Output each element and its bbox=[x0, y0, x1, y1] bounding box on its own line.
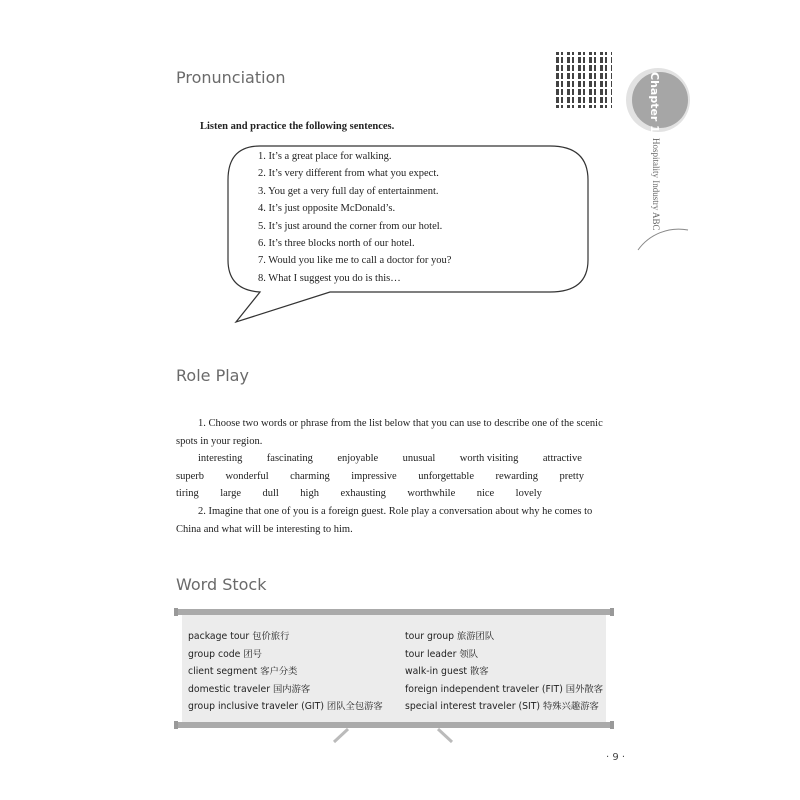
vocabulary-word: superb bbox=[176, 470, 204, 482]
practice-sentence: 5. It’s just around the corner from our hotel. bbox=[258, 220, 443, 232]
word-stock-term: walk-in guest 散客 bbox=[405, 666, 489, 677]
vocabulary-word: tiring bbox=[176, 488, 199, 500]
task-1: 1. Choose two words or phrase from the list below that you can use to describe one of the scenic spots in your region. bbox=[176, 418, 603, 447]
book-subtitle: Hospitality Industry ABC bbox=[651, 138, 661, 231]
practice-sentence: 7. Would you like me to call a doctor for you? bbox=[258, 255, 452, 267]
practice-sentence: 8. What I suggest you do is this… bbox=[258, 272, 401, 284]
role-play-heading: Role Play bbox=[176, 366, 249, 385]
vocabulary-word: fascinating bbox=[266, 453, 313, 465]
vocabulary-word: charming bbox=[290, 470, 330, 482]
vocabulary-word: interesting bbox=[198, 453, 243, 465]
word-list-row bbox=[176, 450, 612, 468]
word-stock-term: group inclusive traveler (GIT) 团队全包游客 bbox=[188, 701, 383, 712]
vocabulary-word: exhausting bbox=[340, 488, 386, 500]
word-stock-term: domestic traveler 国内游客 bbox=[188, 683, 311, 695]
word-stock-term: group code 团号 bbox=[188, 648, 262, 660]
vocabulary-word: pretty bbox=[559, 470, 584, 482]
pronunciation-heading: Pronunciation bbox=[176, 68, 286, 87]
word-stock-term: special interest traveler (SIT) 特殊兴趣游客 bbox=[405, 701, 599, 712]
word-stock-heading: Word Stock bbox=[176, 575, 267, 594]
word-stock-term: client segment 客户分类 bbox=[188, 666, 298, 677]
task-2: 2. Imagine that one of you is a foreign guest. Role play a conversation about why he comes to China and what will be interesting to him. bbox=[176, 505, 593, 535]
practice-sentence: 6. It’s three blocks north of our hotel. bbox=[258, 238, 415, 249]
vocabulary-word: nice bbox=[476, 488, 495, 500]
vocabulary-word: worthwhile bbox=[407, 488, 456, 500]
vocabulary-word: unusual bbox=[402, 453, 436, 465]
word-stock-term: tour leader 领队 bbox=[405, 648, 478, 660]
vocabulary-word: lovely bbox=[515, 488, 542, 500]
page-number: · 9 · bbox=[606, 752, 626, 763]
vocabulary-word: enjoyable bbox=[337, 453, 379, 465]
vocabulary-word: high bbox=[300, 488, 319, 500]
practice-sentence: 3. You get a very full day of entertainment. bbox=[258, 185, 439, 197]
chapter-decoration bbox=[600, 40, 800, 280]
pronunciation-instruction: Listen and practice the following sentences. bbox=[200, 121, 395, 132]
page-number-value: 9 bbox=[612, 752, 619, 763]
vocabulary-word: rewarding bbox=[495, 470, 539, 482]
word-list-row bbox=[176, 468, 612, 486]
word-stock-term: foreign independent traveler (FIT) 国外散客 bbox=[405, 683, 603, 695]
vocabulary-word: wonderful bbox=[225, 470, 269, 482]
vocabulary-word: dull bbox=[262, 488, 279, 500]
practice-sentence: 4. It’s just opposite McDonald’s. bbox=[258, 203, 396, 215]
vocabulary-word: impressive bbox=[351, 470, 397, 482]
word-list-row bbox=[176, 485, 612, 503]
practice-sentence: 2. It’s very different from what you expect. bbox=[258, 168, 439, 180]
vocabulary-word: attractive bbox=[542, 453, 582, 465]
practice-sentence: 1. It’s a great place for walking. bbox=[258, 151, 392, 162]
word-stock-term: tour group 旅游团队 bbox=[405, 631, 495, 642]
word-stock-term: package tour 包价旅行 bbox=[188, 631, 290, 642]
vocabulary-word: unforgettable bbox=[418, 470, 474, 482]
vocabulary-word: worth visiting bbox=[459, 453, 519, 465]
role-play-text bbox=[176, 415, 612, 538]
chapter-label: Chapter 1 bbox=[648, 72, 661, 133]
vocabulary-word: large bbox=[220, 488, 242, 500]
